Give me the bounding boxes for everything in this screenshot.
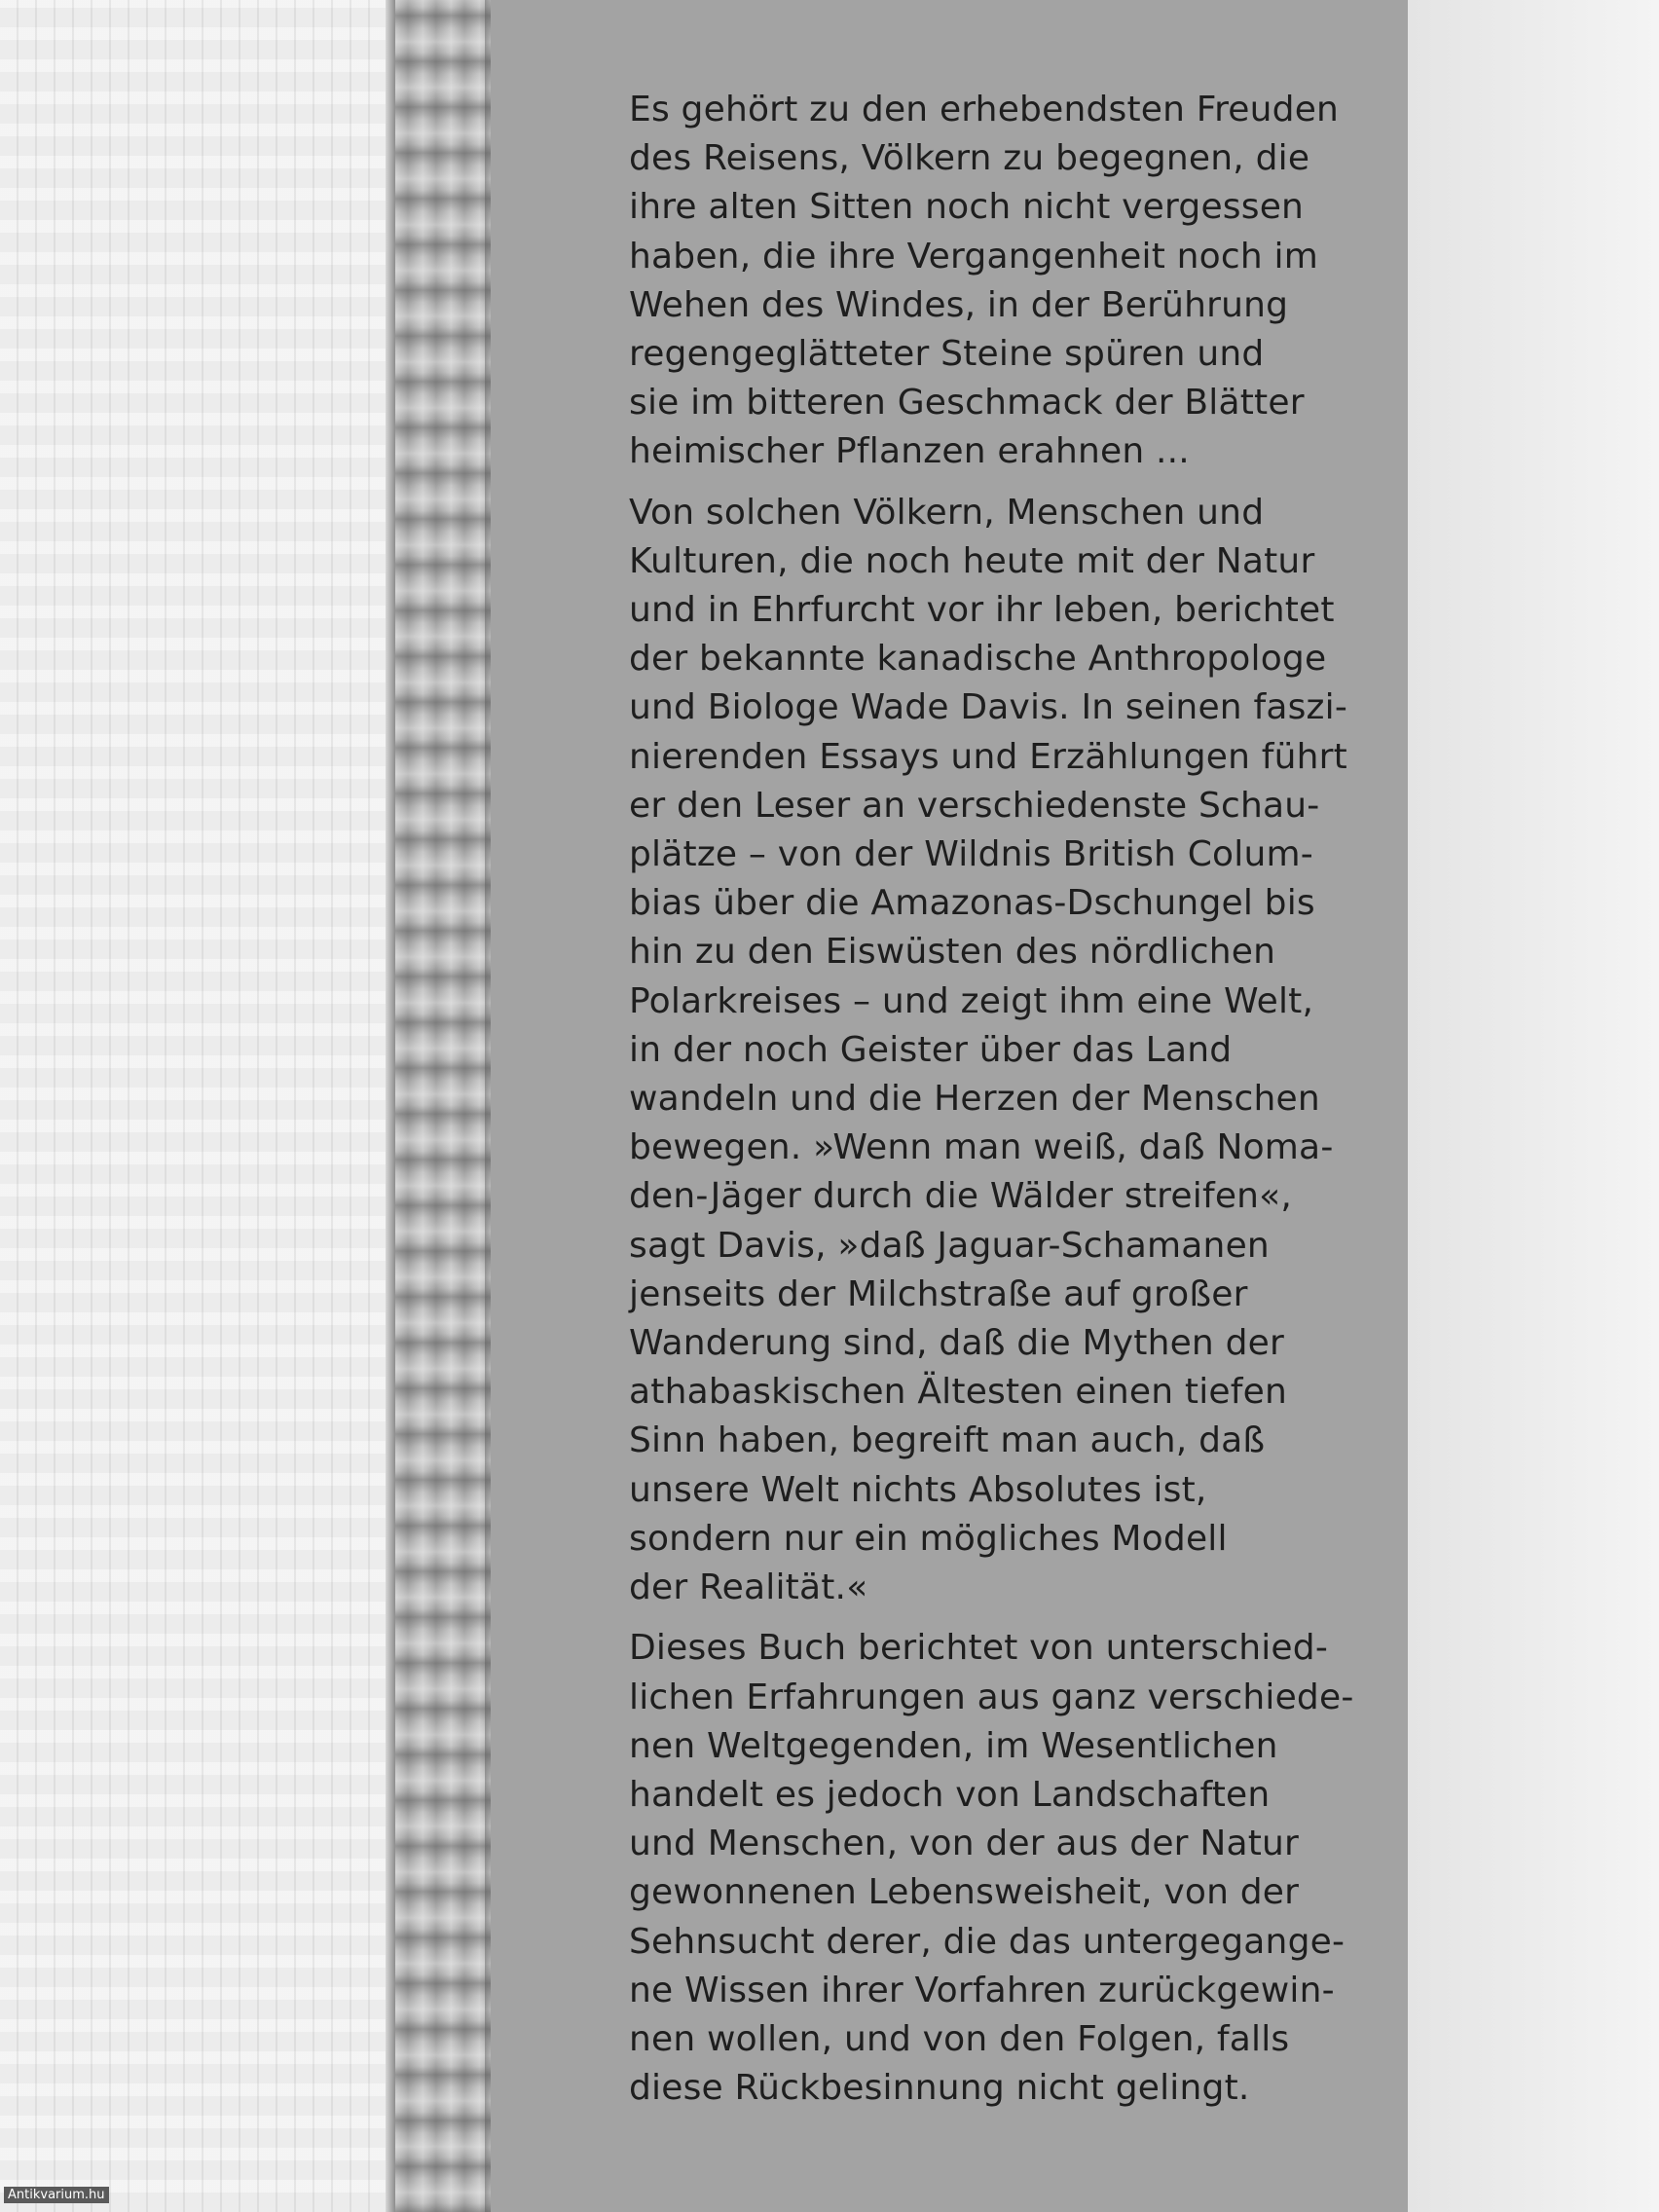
text-line: in der noch Geister über das Land bbox=[629, 1029, 1233, 1070]
paragraph bbox=[629, 86, 1340, 477]
text-line: regengeglätteter Steine spüren und bbox=[629, 334, 1265, 375]
marbled-spine bbox=[395, 0, 491, 2212]
text-line: Wehen des Windes, in der Berührung bbox=[629, 284, 1289, 325]
text-line: er den Leser an verschiedenste Schau- bbox=[629, 785, 1320, 826]
text-line: lichen Erfahrungen aus ganz verschiede- bbox=[629, 1677, 1354, 1717]
book-cover-left bbox=[0, 0, 394, 2212]
paragraph bbox=[629, 489, 1348, 1613]
text-line: Von solchen Völkern, Menschen und bbox=[629, 492, 1265, 533]
text-line: ne Wissen ihrer Vorfahren zurückgewin- bbox=[629, 1970, 1335, 2010]
text-line: nierenden Essays und Erzählungen führt bbox=[629, 736, 1347, 777]
text-line: nen Weltgegenden, im Wesentlichen bbox=[629, 1725, 1278, 1766]
text-line: Dieses Buch berichtet von unterschied- bbox=[629, 1628, 1329, 1669]
text-line: plätze – von der Wildnis British Colum- bbox=[629, 834, 1313, 875]
blurb-text bbox=[629, 86, 1354, 2113]
text-line: gewonnenen Lebensweisheit, von der bbox=[629, 1872, 1300, 1913]
background-right bbox=[1408, 0, 1659, 2212]
text-line: hin zu den Eiswüsten des nördlichen bbox=[629, 932, 1276, 973]
text-line: sie im bitteren Geschmack der Blätter bbox=[629, 383, 1305, 424]
text-line: und Menschen, von der aus der Natur bbox=[629, 1824, 1300, 1864]
text-line: Sehnsucht derer, die das untergegange- bbox=[629, 1921, 1346, 1962]
text-line: den-Jäger durch die Wälder streifen«, bbox=[629, 1176, 1293, 1217]
text-line: heimischer Pflanzen erahnen ... bbox=[629, 431, 1190, 472]
text-line: ihre alten Sitten noch nicht vergessen bbox=[629, 187, 1305, 228]
text-line: der Realität.« bbox=[629, 1567, 868, 1608]
text-line: athabaskischen Ältesten einen tiefen bbox=[629, 1372, 1287, 1413]
text-line: haben, die ihre Vergangenheit noch im bbox=[629, 236, 1319, 276]
text-line: Kulturen, die noch heute mit der Natur bbox=[629, 540, 1315, 581]
text-line: Es gehört zu den erhebendsten Freuden bbox=[629, 90, 1340, 129]
cover-edge bbox=[386, 0, 395, 2212]
text-line: sondern nur ein mögliches Modell bbox=[629, 1518, 1228, 1559]
text-line: bias über die Amazonas-Dschungel bis bbox=[629, 883, 1315, 924]
text-line: der bekannte kanadische Anthropologe bbox=[629, 639, 1327, 680]
text-line: sagt Davis, »daß Jaguar-Schamanen bbox=[629, 1225, 1270, 1266]
text-line: diese Rückbesinnung nicht gelingt. bbox=[629, 2068, 1250, 2109]
paragraph bbox=[629, 1624, 1354, 2113]
text-line: jenseits der Milchstraße auf großer bbox=[629, 1273, 1248, 1314]
watermark: Antikvarium.hu bbox=[4, 2187, 109, 2203]
text-line: handelt es jedoch von Landschaften bbox=[629, 1774, 1271, 1815]
text-line: Polarkreises – und zeigt ihm eine Welt, bbox=[629, 980, 1314, 1021]
text-line: und in Ehrfurcht vor ihr leben, berichtet bbox=[629, 590, 1335, 631]
text-line: Sinn haben, begreift man auch, daß bbox=[629, 1420, 1266, 1461]
text-line: nen wollen, und von den Folgen, falls bbox=[629, 2018, 1290, 2059]
text-line: bewegen. »Wenn man weiß, daß Noma- bbox=[629, 1127, 1334, 1168]
text-line: des Reisens, Völkern zu begegnen, die bbox=[629, 138, 1310, 179]
text-line: und Biologe Wade Davis. In seinen faszi- bbox=[629, 687, 1348, 728]
text-line: unsere Welt nichts Absolutes ist, bbox=[629, 1469, 1207, 1510]
text-line: Wanderung sind, daß die Mythen der bbox=[629, 1323, 1284, 1364]
text-line: wandeln und die Herzen der Menschen bbox=[629, 1079, 1320, 1120]
